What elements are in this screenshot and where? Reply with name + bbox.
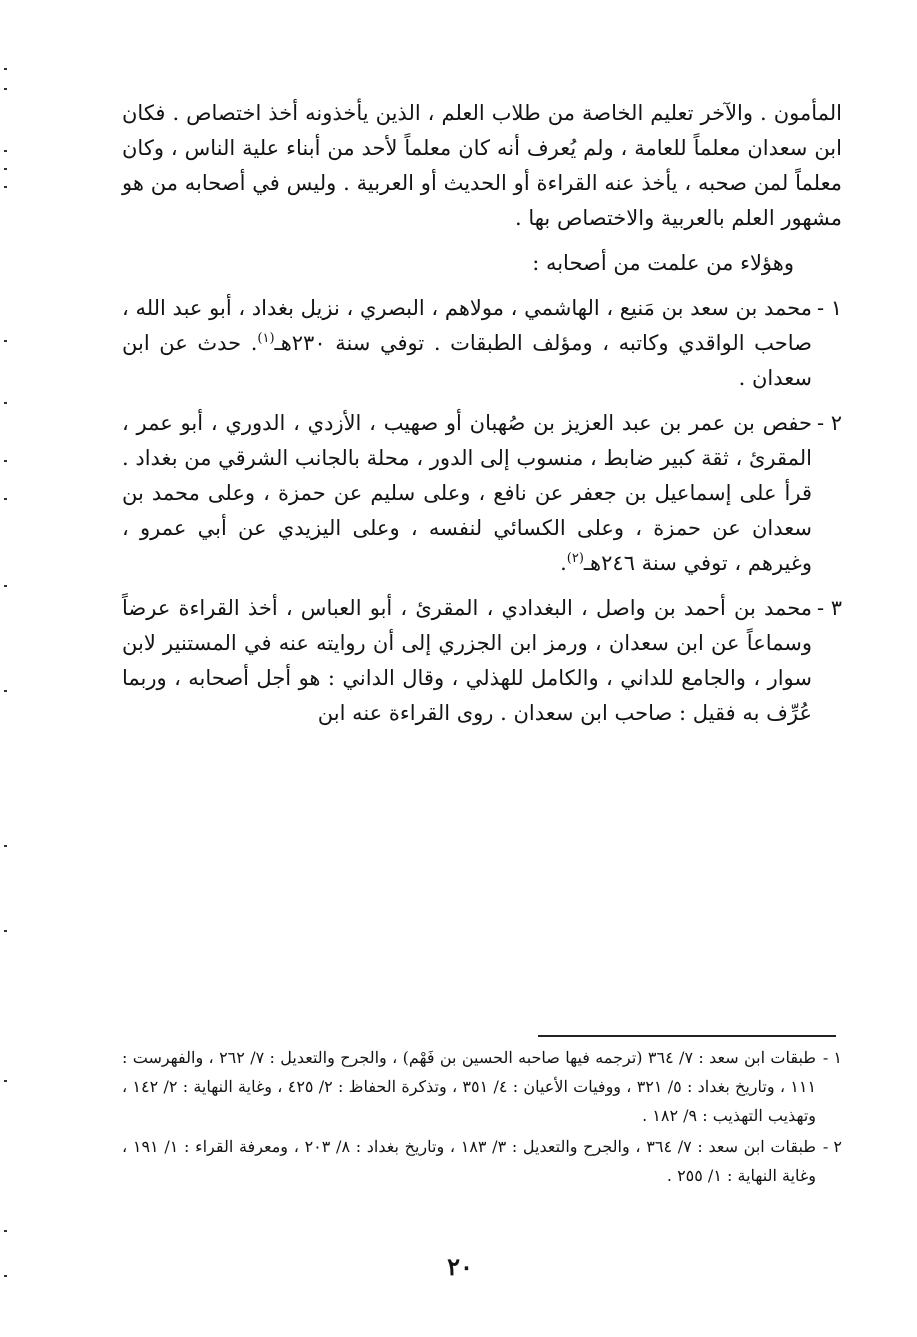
list-item [122, 291, 842, 396]
main-text [122, 96, 842, 741]
footnote-separator [538, 1035, 836, 1037]
list-item-text: محمد بن أحمد بن واصل ، البغدادي ، المقرئ ، أبو العباس ، أخذ القراءة عرضاً وسماعاً عن ابن سعدان ، ورمز ابن الجزري إلى أن روايته عنه في المستنير لابن سوار ، والجامع للداني ، والكامل للهذلي ، وقال الداني : هو أجل أصحابه ، وربما عُرِّف به فقيل : صاحب ابن سعدان . روى القراءة عنه ابن [122, 596, 812, 725]
footnote-text: طبقات ابن سعد : ٧/ ٣٦٤ (ترجمه فيها صاحبه الحسين بن فَهْم) ، والجرح والتعديل : ٧/ ٢٦٢ ، والفهرست : ١١١ ، وتاريخ بغداد : ٥/ ٣٢١ ، ووفيات الأعيان : ٤/ ٣٥١ ، وتذكرة الحفاظ : ٢/ ٤٢٥ ، وغاية النهاية : ٢/ ١٤٢ ، وتهذيب التهذيب : ٩/ ١٨٢ . [122, 1048, 817, 1125]
list-item [122, 406, 842, 581]
footnote-reference[interactable]: (١) [257, 331, 275, 346]
footnote-number: ٢ - [822, 1137, 842, 1156]
footnote [122, 1132, 842, 1190]
scan-margin-marks [0, 0, 14, 1337]
intro-paragraph: المأمون . والآخر تعليم الخاصة من طلاب العلم ، الذين يأخذونه أخذ اختصاص . فكان ابن سعدان معلماً للعامة ، ولم يُعرف أنه كان معلماً لأحد من أبناء علية الناس ، وكان معلماً لمن صحبه ، يأخذ عنه القراءة أو الحديث أو العربية . وليس في أصحابه من هو مشهور العلم بالعربية والاختصاص بها . [122, 101, 842, 230]
footnote-reference[interactable]: (٢) [566, 551, 584, 566]
list-item-tail: . حدث عن ابن سعدان . [122, 331, 812, 390]
footnote-number: ١ - [822, 1048, 842, 1067]
page-number: ٢٠ [447, 1252, 473, 1281]
footnotes [122, 1043, 842, 1192]
list-item-tail: . [560, 551, 567, 575]
list-item-text: محمد بن سعد بن مَنيع ، الهاشمي ، مولاهم ، البصري ، نزيل بغداد ، أبو عبد الله ، صاحب الواقدي وكاتبه ، ومؤلف الطبقات . توفي سنة ٢٣٠هـ [121, 296, 812, 355]
footnote [122, 1043, 842, 1130]
footnote-text: طبقات ابن سعد : ٧/ ٣٦٤ ، والجرح والتعديل : ٣/ ١٨٣ ، وتاريخ بغداد : ٨/ ٢٠٣ ، ومعرفة القراء : ١/ ١٩١ ، وغاية النهاية : ١/ ٢٥٥ . [122, 1137, 817, 1185]
list-item-number: ١ - [816, 296, 842, 320]
list-item-number: ٢ - [816, 411, 842, 435]
list-item-number: ٣ - [816, 596, 842, 620]
list-item [122, 591, 842, 731]
list-item-text: حفص بن عمر بن عبد العزيز بن صُهبان أو صهيب ، الأزدي ، الدوري ، أبو عمر ، المقرئ ، ثقة كبير ضابط ، منسوب إلى الدور ، محلة بالجانب الشرقي من بغداد . قرأ على إسماعيل بن جعفر عن نافع ، وعلى سليم عن حمزة ، وعلى محمد بن سعدان عن حمزة ، وعلى الكسائي لنفسه ، وعلى اليزيدي عن أبي عمرو ، وغيرهم ، توفي سنة ٢٤٦هـ [122, 411, 812, 575]
list-heading: وهؤلاء من علمت من أصحابه : [532, 251, 794, 275]
